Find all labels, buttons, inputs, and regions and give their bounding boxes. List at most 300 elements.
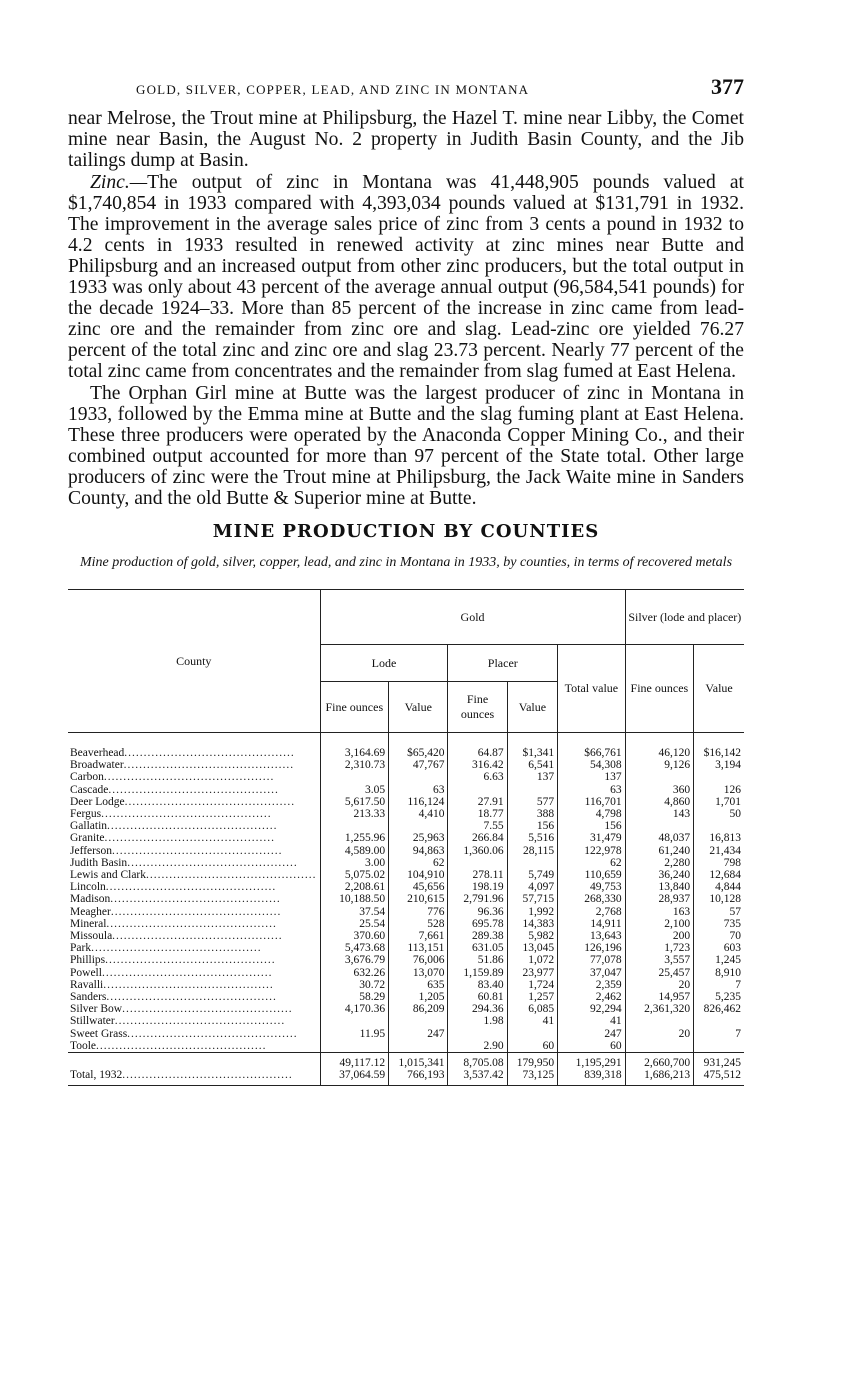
- cell-placer-value: 1,257: [507, 991, 558, 1003]
- cell-total-value: 268,330: [558, 893, 625, 905]
- cell-silver-value: 931,245: [694, 1053, 744, 1070]
- header-county: County: [68, 590, 320, 733]
- cell-county: [68, 1015, 320, 1027]
- cell-total-value: 247: [558, 1028, 625, 1040]
- cell-county: [68, 857, 320, 869]
- cell-lode-fine-ounces: 370.60: [320, 930, 389, 942]
- cell-silver-fine-ounces: 25,457: [625, 967, 694, 979]
- cell-county: [68, 1040, 320, 1053]
- cell-lode-value: 635: [389, 979, 448, 991]
- cell-total-value: 62: [558, 857, 625, 869]
- county-name: Sweet Grass: [70, 1027, 128, 1040]
- body-text: [68, 108, 744, 509]
- cell-lode-value: $65,420: [389, 747, 448, 759]
- table-row: [68, 796, 744, 808]
- table-row: [68, 857, 744, 869]
- paragraph-zinc-text: The output of zinc in Montana was 41,448,905 pounds valued at $1,740,854 in 1933 compared with 4,393,034 pounds valued at $131,791 in 1932. The improvement in the average sales price of zinc from 3 cents a pound in 1932 to 4.2 cents in 1933 resulted in renewed activity at zinc mines near Butte and Philipsburg and an increased output from other zinc producers, but the total output in 1933 was only about 43 percent of the average annual output (96,584,541 pounds) for the decade 1924–33. More than 85 percent of the increase in zinc came from lead-zinc ore and the remainder from zinc ore and slag. Lead-zinc ore yielded 76.27 percent of the total zinc and zinc ore and slag 23.73 percent. Nearly 77 percent of the total zinc came from concentrates and the remainder from slag fumed at East Helena.: [68, 172, 744, 382]
- cell-lode-value: 247: [389, 1028, 448, 1040]
- cell-lode-value: [389, 820, 448, 832]
- cell-lode-fine-ounces: 213.33: [320, 808, 389, 820]
- leader-dots: [122, 1069, 293, 1081]
- table-row: [68, 967, 744, 979]
- zinc-lead-in: Zinc.—: [90, 172, 148, 193]
- cell-silver-value: 3,194: [694, 759, 744, 771]
- cell-lode-value: 94,863: [389, 845, 448, 857]
- cell-silver-value: 70: [694, 930, 744, 942]
- cell-lode-value: 104,910: [389, 869, 448, 881]
- cell-placer-value: 388: [507, 808, 558, 820]
- cell-lode-fine-ounces: 3,164.69: [320, 747, 389, 759]
- cell-silver-value: 7: [694, 1028, 744, 1040]
- county-name: Ravalli: [70, 978, 104, 991]
- county-name: Toole: [70, 1039, 97, 1052]
- cell-county: [68, 967, 320, 979]
- cell-silver-value: [694, 1040, 744, 1053]
- cell-lode-fine-ounces: 5,617.50: [320, 796, 389, 808]
- county-name: Fergus: [70, 808, 102, 821]
- cell-total-value: 2,768: [558, 906, 625, 918]
- cell-placer-fine-ounces: 6.63: [448, 771, 507, 783]
- cell-silver-fine-ounces: 2,660,700: [625, 1053, 694, 1070]
- cell-county: [68, 808, 320, 820]
- section-heading: MINE PRODUCTION BY COUNTIES: [212, 521, 600, 542]
- leader-dots: [104, 832, 275, 844]
- cell-lode-value: 113,151: [389, 942, 448, 954]
- table-row: [68, 1040, 744, 1053]
- leader-dots: [102, 967, 273, 979]
- table-row: [68, 869, 744, 881]
- header-silver-value: Value: [694, 645, 744, 733]
- cell-placer-fine-ounces: 1,159.89: [448, 967, 507, 979]
- cell-lode-fine-ounces: 4,589.00: [320, 845, 389, 857]
- cell-county: [68, 796, 320, 808]
- cell-placer-value: 14,383: [507, 918, 558, 930]
- cell-lode-fine-ounces: 37,064.59: [320, 1069, 389, 1086]
- cell-placer-fine-ounces: 2.90: [448, 1040, 507, 1053]
- table-row: [68, 1069, 744, 1086]
- table-row: [68, 906, 744, 918]
- leader-dots: [146, 869, 317, 881]
- county-name: Beaverhead: [70, 747, 125, 759]
- table-row: [68, 930, 744, 942]
- header-total-value: Total value: [558, 645, 625, 733]
- cell-placer-value: 73,125: [507, 1069, 558, 1086]
- cell-lode-value: [389, 771, 448, 783]
- county-name: Broadwater: [70, 759, 124, 772]
- cell-silver-value: 735: [694, 918, 744, 930]
- cell-placer-fine-ounces: 1.98: [448, 1015, 507, 1027]
- cell-lode-fine-ounces: 3.05: [320, 784, 389, 796]
- cell-lode-fine-ounces: 2,208.61: [320, 881, 389, 893]
- cell-county: [68, 820, 320, 832]
- county-name: Madison: [70, 893, 111, 906]
- cell-placer-fine-ounces: 96.36: [448, 906, 507, 918]
- county-name: Granite: [70, 832, 105, 845]
- cell-placer-fine-ounces: 27.91: [448, 796, 507, 808]
- leader-dots: [112, 930, 283, 942]
- cell-lode-value: 210,615: [389, 893, 448, 905]
- header-silver-fine-ounces: Fine ounces: [625, 645, 694, 733]
- county-name: Missoula: [70, 930, 113, 943]
- cell-total-value: 116,701: [558, 796, 625, 808]
- cell-total-value: 2,359: [558, 979, 625, 991]
- cell-silver-fine-ounces: 2,280: [625, 857, 694, 869]
- cell-total-value: 137: [558, 771, 625, 783]
- leader-dots: [124, 747, 295, 759]
- leader-dots: [125, 796, 296, 808]
- cell-placer-fine-ounces: 2,791.96: [448, 893, 507, 905]
- cell-placer-fine-ounces: 1,360.06: [448, 845, 507, 857]
- cell-placer-fine-ounces: 18.77: [448, 808, 507, 820]
- cell-silver-value: 798: [694, 857, 744, 869]
- county-name: Powell: [70, 966, 102, 979]
- cell-lode-fine-ounces: 11.95: [320, 1028, 389, 1040]
- leader-dots: [115, 1015, 286, 1027]
- county-name: Deer Lodge: [70, 795, 125, 808]
- cell-silver-value: 57: [694, 906, 744, 918]
- cell-total-value: 31,479: [558, 832, 625, 844]
- cell-lode-fine-ounces: 25.54: [320, 918, 389, 930]
- cell-placer-fine-ounces: 51.86: [448, 954, 507, 966]
- cell-total-value: 156: [558, 820, 625, 832]
- cell-total-value: 2,462: [558, 991, 625, 1003]
- county-name: Jefferson: [70, 844, 112, 857]
- table-row: [68, 1003, 744, 1015]
- cell-placer-fine-ounces: [448, 857, 507, 869]
- cell-silver-value: 21,434: [694, 845, 744, 857]
- cell-placer-value: 156: [507, 820, 558, 832]
- cell-silver-fine-ounces: 46,120: [625, 747, 694, 759]
- header-lode: Lode: [320, 645, 448, 682]
- cell-placer-fine-ounces: 198.19: [448, 881, 507, 893]
- cell-county: [68, 918, 320, 930]
- cell-lode-fine-ounces: 58.29: [320, 991, 389, 1003]
- cell-county: [68, 1003, 320, 1015]
- cell-placer-fine-ounces: 631.05: [448, 942, 507, 954]
- cell-lode-fine-ounces: [320, 820, 389, 832]
- cell-total-value: 41: [558, 1015, 625, 1027]
- table-row: [68, 918, 744, 930]
- cell-silver-fine-ounces: 200: [625, 930, 694, 942]
- cell-placer-value: 5,516: [507, 832, 558, 844]
- cell-lode-fine-ounces: 632.26: [320, 967, 389, 979]
- cell-placer-value: 13,045: [507, 942, 558, 954]
- table-row: [68, 954, 744, 966]
- cell-placer-value: [507, 1028, 558, 1040]
- table-row: [68, 1053, 744, 1070]
- cell-silver-fine-ounces: 3,557: [625, 954, 694, 966]
- cell-county: [68, 930, 320, 942]
- cell-silver-value: [694, 1015, 744, 1027]
- cell-silver-fine-ounces: 4,860: [625, 796, 694, 808]
- table-row: [68, 1028, 744, 1040]
- cell-placer-fine-ounces: 7.55: [448, 820, 507, 832]
- county-name: Carbon: [70, 771, 104, 784]
- table-row: [68, 759, 744, 771]
- table-row: [68, 747, 744, 759]
- cell-county: [68, 893, 320, 905]
- cell-county: [68, 942, 320, 954]
- running-head: [68, 74, 744, 108]
- cell-silver-value: [694, 771, 744, 783]
- cell-placer-value: 137: [507, 771, 558, 783]
- cell-lode-value: 25,963: [389, 832, 448, 844]
- leader-dots: [111, 906, 282, 918]
- cell-silver-fine-ounces: 143: [625, 808, 694, 820]
- cell-lode-value: 1,205: [389, 991, 448, 1003]
- running-title: GOLD, SILVER, COPPER, LEAD, AND ZINC IN MONTANA: [136, 82, 530, 97]
- cell-county: [68, 759, 320, 771]
- cell-silver-fine-ounces: 36,240: [625, 869, 694, 881]
- cell-placer-value: $1,341: [507, 747, 558, 759]
- county-name: Cascade: [70, 783, 109, 796]
- cell-placer-value: 6,541: [507, 759, 558, 771]
- table-row: [68, 979, 744, 991]
- cell-lode-fine-ounces: 3,676.79: [320, 954, 389, 966]
- leader-dots: [103, 979, 274, 991]
- table-row: [68, 771, 744, 783]
- cell-silver-fine-ounces: 48,037: [625, 832, 694, 844]
- leader-dots: [105, 954, 276, 966]
- table-row: [68, 881, 744, 893]
- cell-silver-value: 475,512: [694, 1069, 744, 1086]
- cell-lode-value: 766,193: [389, 1069, 448, 1086]
- cell-silver-fine-ounces: 13,840: [625, 881, 694, 893]
- cell-total-value: $66,761: [558, 747, 625, 759]
- cell-placer-value: [507, 784, 558, 796]
- cell-total-value: 37,047: [558, 967, 625, 979]
- cell-county: [68, 991, 320, 1003]
- cell-placer-value: 179,950: [507, 1053, 558, 1070]
- cell-county: [68, 1028, 320, 1040]
- cell-silver-fine-ounces: 28,937: [625, 893, 694, 905]
- cell-total-value: 60: [558, 1040, 625, 1053]
- cell-total-value: 14,911: [558, 918, 625, 930]
- county-name: Total, 1932: [70, 1069, 123, 1082]
- cell-silver-value: 4,844: [694, 881, 744, 893]
- cell-lode-value: 86,209: [389, 1003, 448, 1015]
- leader-dots: [106, 881, 277, 893]
- cell-total-value: 77,078: [558, 954, 625, 966]
- cell-silver-value: 10,128: [694, 893, 744, 905]
- table-body: [68, 733, 744, 1086]
- cell-lode-value: 63: [389, 784, 448, 796]
- cell-placer-fine-ounces: 278.11: [448, 869, 507, 881]
- cell-silver-fine-ounces: 1,723: [625, 942, 694, 954]
- cell-silver-value: 8,910: [694, 967, 744, 979]
- cell-silver-fine-ounces: [625, 1040, 694, 1053]
- header-placer-value: Value: [507, 682, 558, 733]
- cell-placer-value: 5,982: [507, 930, 558, 942]
- cell-lode-value: 776: [389, 906, 448, 918]
- leader-dots: [96, 1040, 267, 1052]
- cell-silver-value: 1,701: [694, 796, 744, 808]
- cell-lode-value: 76,006: [389, 954, 448, 966]
- cell-placer-fine-ounces: 316.42: [448, 759, 507, 771]
- cell-lode-fine-ounces: 4,170.36: [320, 1003, 389, 1015]
- county-name: Lincoln: [70, 881, 106, 894]
- leader-dots: [106, 918, 277, 930]
- county-name: Stillwater: [70, 1015, 115, 1028]
- table-row: [68, 893, 744, 905]
- cell-placer-value: 5,749: [507, 869, 558, 881]
- cell-lode-fine-ounces: 1,255.96: [320, 832, 389, 844]
- cell-county: [68, 881, 320, 893]
- cell-placer-fine-ounces: [448, 1028, 507, 1040]
- cell-silver-fine-ounces: 2,100: [625, 918, 694, 930]
- cell-silver-value: 5,235: [694, 991, 744, 1003]
- cell-lode-fine-ounces: 3.00: [320, 857, 389, 869]
- cell-silver-fine-ounces: 360: [625, 784, 694, 796]
- cell-total-value: 126,196: [558, 942, 625, 954]
- cell-placer-fine-ounces: 8,705.08: [448, 1053, 507, 1070]
- leader-dots: [127, 1028, 298, 1040]
- county-name: Judith Basin: [70, 856, 128, 869]
- cell-lode-value: 62: [389, 857, 448, 869]
- cell-placer-value: 1,724: [507, 979, 558, 991]
- table-row: [68, 832, 744, 844]
- county-name: Gallatin: [70, 820, 108, 833]
- cell-lode-value: 4,410: [389, 808, 448, 820]
- cell-placer-value: 60: [507, 1040, 558, 1053]
- cell-lode-fine-ounces: [320, 1040, 389, 1053]
- cell-placer-fine-ounces: 64.87: [448, 747, 507, 759]
- cell-county: [68, 771, 320, 783]
- cell-silver-value: 12,684: [694, 869, 744, 881]
- leader-dots: [124, 759, 295, 771]
- cell-placer-fine-ounces: 289.38: [448, 930, 507, 942]
- leader-dots: [101, 808, 272, 820]
- cell-county: [68, 1069, 320, 1086]
- header-silver: Silver (lode and placer): [625, 590, 744, 645]
- cell-lode-value: 528: [389, 918, 448, 930]
- table-row: [68, 808, 744, 820]
- cell-silver-fine-ounces: 163: [625, 906, 694, 918]
- cell-silver-fine-ounces: 1,686,213: [625, 1069, 694, 1086]
- header-lode-value: Value: [389, 682, 448, 733]
- leader-dots: [112, 845, 283, 857]
- header-gold: Gold: [320, 590, 625, 645]
- cell-lode-fine-ounces: 5,075.02: [320, 869, 389, 881]
- cell-lode-value: 116,124: [389, 796, 448, 808]
- cell-placer-fine-ounces: 60.81: [448, 991, 507, 1003]
- county-name: Sanders: [70, 991, 107, 1004]
- table-row: [68, 784, 744, 796]
- cell-total-value: 110,659: [558, 869, 625, 881]
- header-placer: Placer: [448, 645, 558, 682]
- cell-county: [68, 906, 320, 918]
- cell-total-value: 122,978: [558, 845, 625, 857]
- leader-dots: [104, 771, 275, 783]
- cell-placer-value: 1,072: [507, 954, 558, 966]
- cell-lode-fine-ounces: 49,117.12: [320, 1053, 389, 1070]
- leader-dots: [110, 893, 281, 905]
- cell-lode-value: [389, 1040, 448, 1053]
- paragraph-zinc: [68, 172, 744, 382]
- cell-lode-value: 47,767: [389, 759, 448, 771]
- cell-silver-value: 1,245: [694, 954, 744, 966]
- leader-dots: [127, 857, 298, 869]
- cell-lode-value: 45,656: [389, 881, 448, 893]
- table-row: [68, 1015, 744, 1027]
- county-name: Mineral: [70, 917, 107, 930]
- cell-placer-fine-ounces: 83.40: [448, 979, 507, 991]
- cell-silver-value: 50: [694, 808, 744, 820]
- leader-dots: [91, 942, 262, 954]
- cell-total-value: 13,643: [558, 930, 625, 942]
- cell-county: [68, 979, 320, 991]
- cell-placer-value: 6,085: [507, 1003, 558, 1015]
- cell-total-value: 54,308: [558, 759, 625, 771]
- cell-placer-fine-ounces: 266.84: [448, 832, 507, 844]
- cell-county: [68, 832, 320, 844]
- cell-silver-fine-ounces: 9,126: [625, 759, 694, 771]
- cell-lode-fine-ounces: 5,473.68: [320, 942, 389, 954]
- cell-total-value: 839,318: [558, 1069, 625, 1086]
- table-caption: Mine production of gold, silver, copper, lead, and zinc in Montana in 1933, by counties, in terms of recovered metals: [79, 555, 733, 570]
- cell-total-value: 1,195,291: [558, 1053, 625, 1070]
- cell-placer-value: 41: [507, 1015, 558, 1027]
- cell-silver-fine-ounces: 61,240: [625, 845, 694, 857]
- cell-total-value: 92,294: [558, 1003, 625, 1015]
- cell-county: [68, 747, 320, 759]
- cell-silver-fine-ounces: 2,361,320: [625, 1003, 694, 1015]
- cell-placer-value: 1,992: [507, 906, 558, 918]
- cell-county: [68, 869, 320, 881]
- cell-silver-fine-ounces: 14,957: [625, 991, 694, 1003]
- cell-silver-fine-ounces: [625, 820, 694, 832]
- leader-dots: [122, 1003, 293, 1015]
- cell-placer-fine-ounces: 294.36: [448, 1003, 507, 1015]
- cell-placer-fine-ounces: 695.78: [448, 918, 507, 930]
- cell-lode-value: 7,661: [389, 930, 448, 942]
- cell-lode-fine-ounces: [320, 1015, 389, 1027]
- cell-county: [68, 954, 320, 966]
- leader-dots: [107, 820, 278, 832]
- cell-placer-fine-ounces: [448, 784, 507, 796]
- paragraph-producers: The Orphan Girl mine at Butte was the largest producer of zinc in Montana in 1933, followed by the Emma mine at Butte and the slag fuming plant at East Helena. These three producers were operated by the Anaconda Copper Mining Co., and their combined output accounted for more than 97 percent of the State total. Other large producers of zinc were the Trout mine at Philipsburg, the Jack Waite mine in Sanders County, and the old Butte & Superior mine at Butte.: [68, 383, 744, 509]
- cell-lode-value: [389, 1015, 448, 1027]
- county-name: Phillips: [70, 954, 106, 967]
- paragraph-continued: near Melrose, the Trout mine at Philipsburg, the Hazel T. mine near Libby, the Comet mine near Basin, the August No. 2 property in Judith Basin County, and the Jib tailings dump at Basin.: [68, 108, 744, 171]
- page: [68, 74, 744, 1086]
- cell-lode-value: 13,070: [389, 967, 448, 979]
- table-row: [68, 820, 744, 832]
- cell-placer-value: 577: [507, 796, 558, 808]
- county-name: Lewis and Clark: [70, 869, 147, 882]
- county-name: Park: [70, 942, 92, 955]
- leader-dots: [106, 991, 277, 1003]
- cell-silver-value: $16,142: [694, 747, 744, 759]
- leader-dots: [108, 784, 279, 796]
- cell-placer-value: 57,715: [507, 893, 558, 905]
- cell-lode-value: 1,015,341: [389, 1053, 448, 1070]
- header-lode-fine-ounces: Fine ounces: [320, 682, 389, 733]
- table-row: [68, 991, 744, 1003]
- county-name: Meagher: [70, 905, 111, 918]
- cell-silver-fine-ounces: [625, 1015, 694, 1027]
- cell-total-value: 49,753: [558, 881, 625, 893]
- cell-placer-fine-ounces: 3,537.42: [448, 1069, 507, 1086]
- cell-county: [68, 1053, 320, 1070]
- cell-silver-value: 16,813: [694, 832, 744, 844]
- production-table: [68, 589, 744, 1086]
- county-name: Silver Bow: [70, 1003, 123, 1016]
- cell-lode-fine-ounces: [320, 771, 389, 783]
- cell-placer-value: 23,977: [507, 967, 558, 979]
- page-number: 377: [711, 74, 744, 99]
- cell-placer-value: 4,097: [507, 881, 558, 893]
